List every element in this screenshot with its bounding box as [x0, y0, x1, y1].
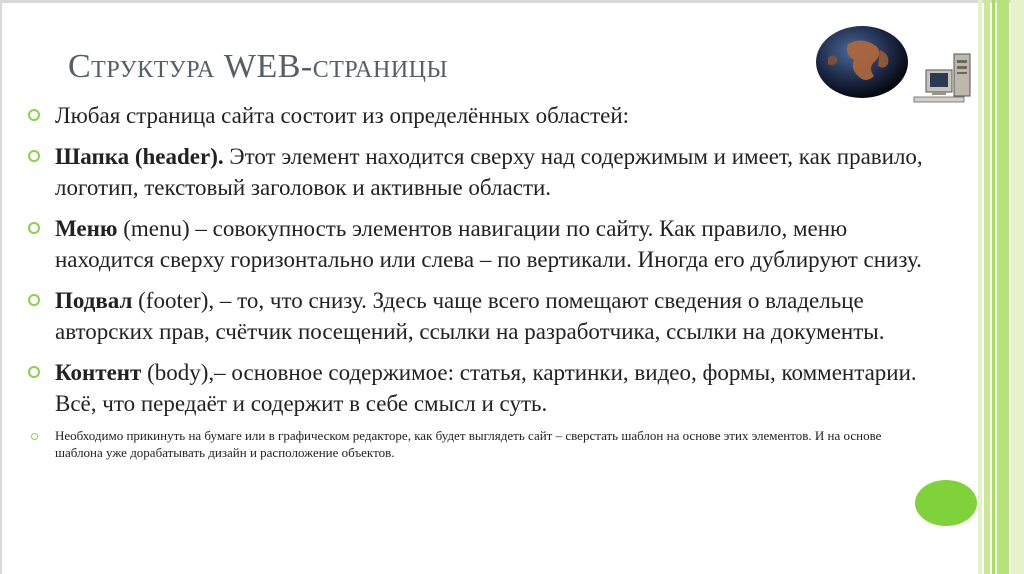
decor-green-dot — [915, 480, 977, 526]
globe-icon — [816, 26, 908, 98]
intro-text: Любая страница сайта состоит из определённых областей: — [55, 103, 630, 128]
desc-footer: (footer), – то, что снизу. Здесь чаще всего помещают сведения о владельце авторских прав, счётчик посещений, ссылки на разработчика, ссылки на документы. — [55, 288, 885, 344]
decor-stripe — [1011, 0, 1024, 574]
term-content: Контент — [55, 360, 142, 385]
globe-computer-illustration — [814, 24, 986, 110]
term-footer: Подвал — [55, 288, 133, 313]
slide-top-border — [0, 0, 1024, 3]
bullet-marker — [28, 109, 40, 121]
decor-stripe — [992, 0, 995, 574]
computer-icon — [914, 54, 970, 102]
bullet-marker — [28, 150, 40, 162]
bullet-note — [28, 427, 928, 461]
bullet-menu — [28, 213, 928, 275]
bullet-header — [28, 141, 928, 203]
slide-left-border — [0, 0, 2, 574]
desc-content: (body),– основное содержимое: статья, картинки, видео, формы, комментарии. Всё, что передаёт и содержит в себе смысл и суть. — [55, 360, 917, 416]
desc-header: Этот элемент находится сверху над содержимым и имеет, как правило, логотип, текстовый заголовок и активные области. — [55, 144, 923, 200]
desc-menu: (menu) – совокупность элементов навигации по сайту. Как правило, меню находится сверху горизонтально или слева – по вертикали. Иногда его дублируют снизу. — [55, 216, 922, 272]
slide-title: Структура WEB-страницы — [68, 48, 448, 85]
term-header: Шапка (header). — [55, 144, 224, 169]
note-text: Необходимо прикинуть на бумаге или в графическом редакторе, как будет выглядеть сайт – сверстать шаблон на основе этих элементов. И на основе шаблона уже дорабатывать дизайн и расположение объектов. — [55, 428, 882, 460]
bullet-marker — [28, 294, 40, 306]
bullet-intro — [28, 100, 928, 131]
bullet-marker — [31, 433, 38, 440]
bullet-marker — [28, 222, 40, 234]
bullet-marker — [28, 366, 40, 378]
decor-stripe — [997, 0, 1009, 574]
bullet-content — [28, 357, 928, 419]
term-menu: Меню — [55, 216, 118, 241]
slide-content — [28, 100, 928, 461]
bullet-footer — [28, 285, 928, 347]
